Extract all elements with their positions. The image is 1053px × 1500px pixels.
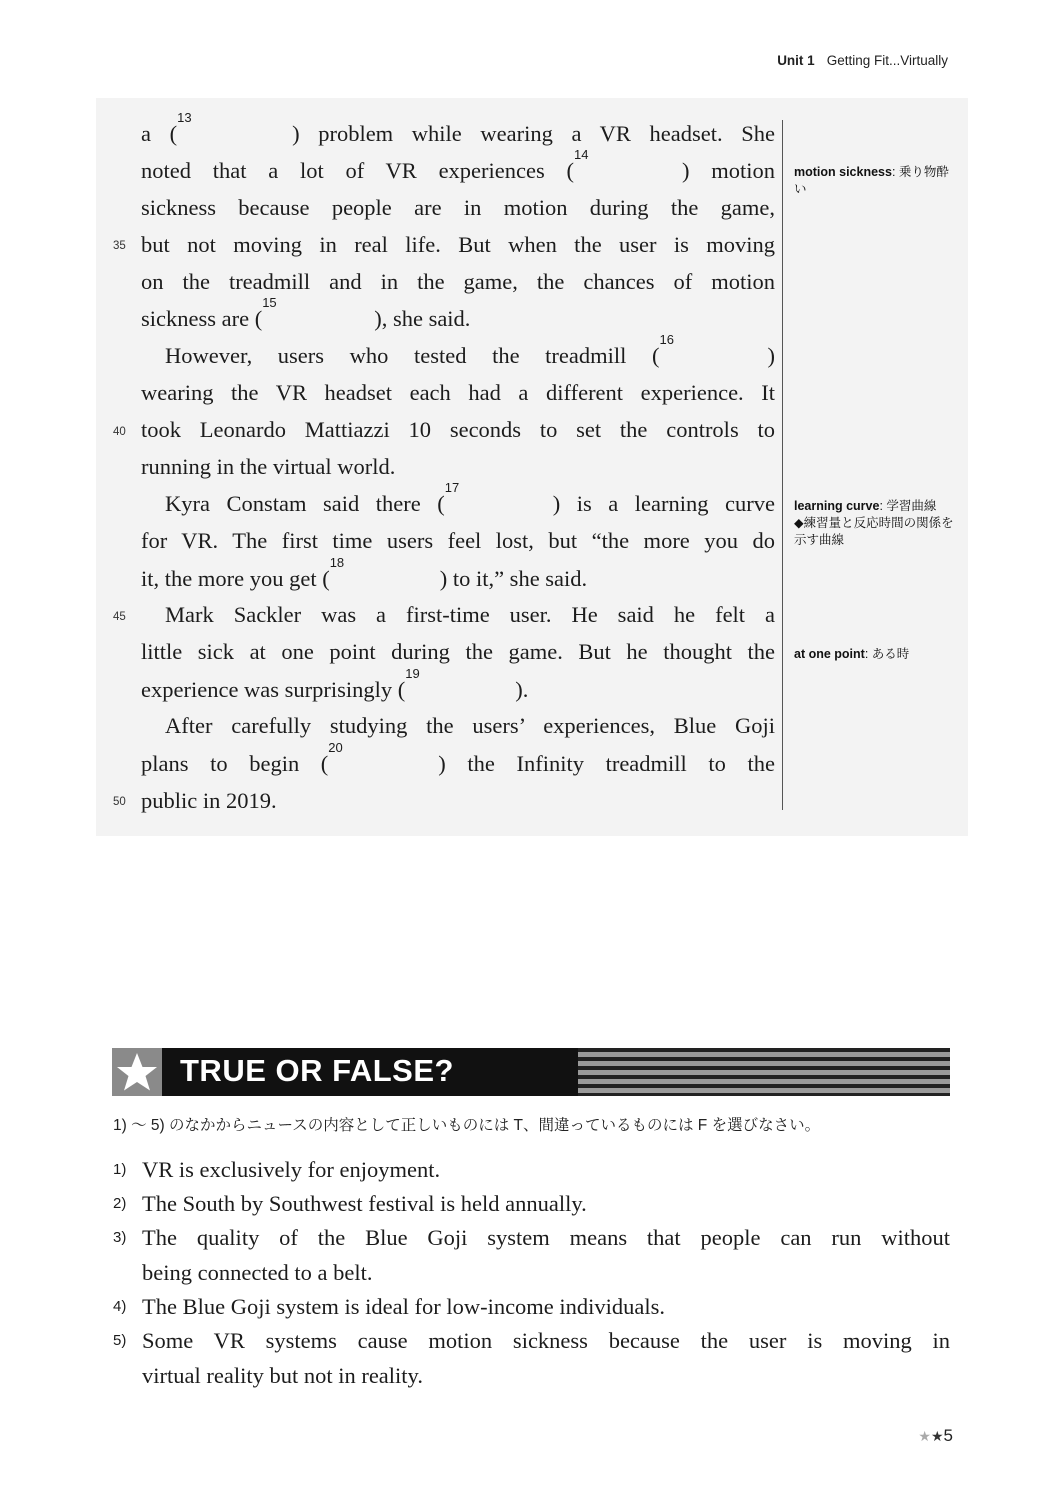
title-box bbox=[162, 1048, 578, 1096]
question-number: 1) bbox=[113, 1161, 127, 1178]
blank-18: 18 bbox=[329, 555, 345, 570]
passage-line: running in the virtual world. bbox=[141, 454, 396, 479]
passage-line: Kyra Constam said there ($^{17}$) is a learning curve bbox=[141, 485, 775, 522]
gloss-motion-sickness: motion sickness: 乗り物酔い bbox=[794, 165, 949, 196]
passage-line: However, users who tested the treadmill ($^{16}$) bbox=[141, 337, 775, 374]
instructions: 1) ～ 5) のなかからニュースの内容として正しいものには T、間違っているものには F を選びなさい。 bbox=[113, 1117, 821, 1134]
passage-line: wearing the VR headset each had a different experience. It bbox=[141, 380, 775, 405]
line-number: 45 bbox=[113, 611, 126, 623]
page-number: ★★5 bbox=[918, 1426, 953, 1445]
passage-line: took Leonardo Mattiazzi 10 seconds to set the controls to bbox=[141, 417, 775, 442]
running-header bbox=[777, 53, 948, 68]
margin-divider bbox=[782, 120, 783, 810]
question-text: VR is exclusively for enjoyment. bbox=[142, 1157, 441, 1182]
question-text: virtual reality but not in reality. bbox=[142, 1363, 423, 1388]
question-number: 2) bbox=[113, 1195, 127, 1212]
banner-stripes bbox=[578, 1048, 950, 1096]
passage-line: on the treadmill and in the game, the chances of motion bbox=[141, 269, 775, 294]
passage-line: noted that a lot of VR experiences ($^{14}$) motion bbox=[141, 152, 775, 189]
passage-line: After carefully studying the users’ experiences, Blue Goji bbox=[165, 713, 775, 738]
question-text: being connected to a belt. bbox=[142, 1260, 373, 1285]
blank-16: 16 bbox=[659, 332, 674, 347]
star-icon bbox=[112, 1048, 162, 1096]
star-icon: ★ bbox=[930, 1428, 944, 1444]
passage-line: Mark Sackler was a first-time user. He said he felt a bbox=[165, 602, 775, 627]
gloss-note: ◆練習量と反応時間の関係を示す曲線 bbox=[794, 516, 954, 547]
passage-line: sickness because people are in motion during the game, bbox=[141, 195, 775, 220]
blank-13: 13 bbox=[177, 110, 192, 125]
question-text: Some VR systems cause motion sickness because the user is moving in bbox=[142, 1328, 950, 1353]
gloss-learning-curve: learning curve: 学習曲線 ◆練習量と反応時間の関係を示す曲線 bbox=[794, 499, 954, 547]
true-false-banner bbox=[112, 1048, 950, 1096]
star-badge bbox=[112, 1048, 162, 1096]
question-text: The quality of the Blue Goji system means that people can run without bbox=[142, 1225, 950, 1250]
passage-line: little sick at one point during the game. But he thought the bbox=[141, 639, 775, 664]
passage-line: but not moving in real life. But when the user is moving bbox=[141, 232, 775, 257]
passage-line: sickness are ($^{15}$), she said. bbox=[141, 300, 775, 337]
line-number: 50 bbox=[113, 796, 126, 808]
passage-line: experience was surprisingly ($^{19}$). bbox=[141, 671, 775, 708]
gloss-at-one-point: at one point: ある時 bbox=[794, 647, 910, 661]
line-number: 35 bbox=[113, 240, 126, 252]
passage-line: a ($^{13}$) problem while wearing a VR headset. She bbox=[141, 115, 775, 152]
passage-line: public in 2019. bbox=[141, 788, 277, 813]
star-icon: ★ bbox=[918, 1428, 931, 1444]
passage-line: it, the more you get ($^{18}$) to it,” she said. bbox=[141, 560, 775, 597]
question-text: The South by Southwest festival is held annually. bbox=[142, 1191, 587, 1216]
question-number: 4) bbox=[113, 1298, 127, 1315]
unit-label: Unit 1 bbox=[777, 53, 815, 68]
line-number: 40 bbox=[113, 426, 126, 438]
blank-14: 14 bbox=[574, 147, 589, 162]
question-number: 5) bbox=[113, 1332, 127, 1349]
question-number: 3) bbox=[113, 1229, 127, 1246]
passage-line: plans to begin ($^{20}$) the Infinity treadmill to the bbox=[141, 745, 775, 782]
blank-20: 20 bbox=[328, 740, 343, 755]
blank-17: 17 bbox=[444, 480, 460, 495]
passage-line: for VR. The first time users feel lost, but “the more you do bbox=[141, 528, 775, 553]
question-text: The Blue Goji system is ideal for low-income individuals. bbox=[142, 1294, 666, 1319]
blank-19: 19 bbox=[405, 666, 420, 681]
blank-15: 15 bbox=[262, 295, 277, 310]
section-title: TRUE OR FALSE? bbox=[180, 1053, 454, 1088]
unit-title: Getting Fit...Virtually bbox=[826, 53, 948, 68]
